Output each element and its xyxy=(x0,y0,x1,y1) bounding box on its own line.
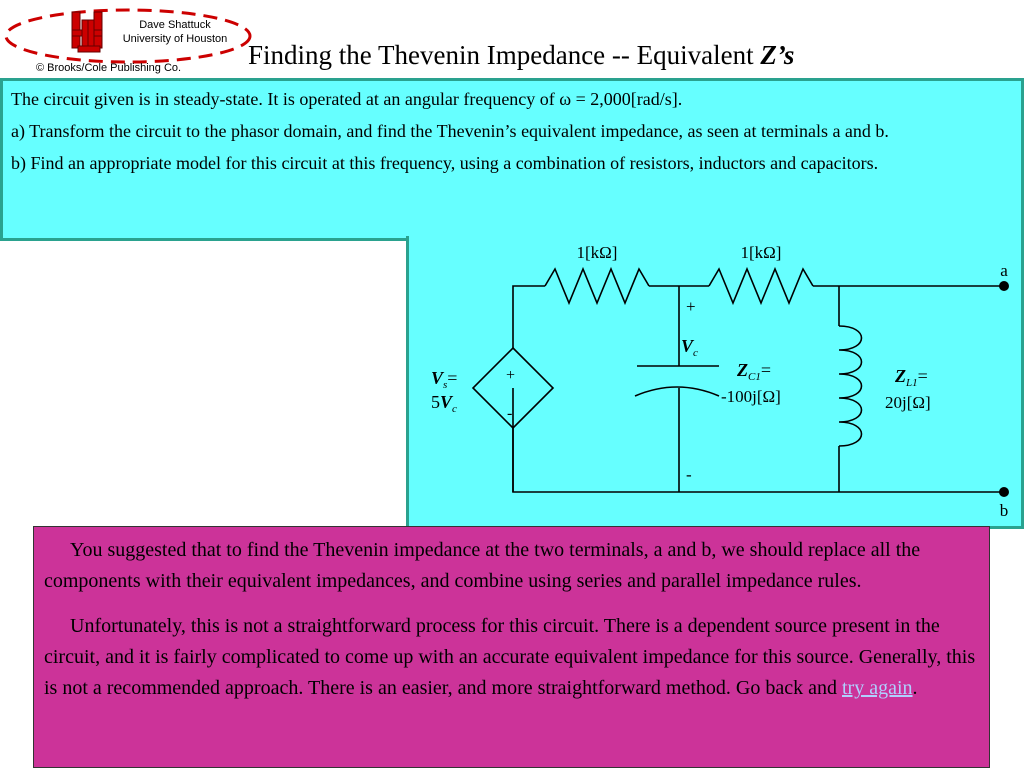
zl-value: 20j[Ω] xyxy=(885,393,931,412)
feedback-paragraph-2 xyxy=(34,611,989,704)
page-title xyxy=(248,38,794,72)
wire-left-top xyxy=(513,286,545,348)
zc-letter: Z xyxy=(737,360,748,380)
vc-minus-sign: - xyxy=(686,465,692,484)
problem-part-b: b) Find an appropriate model for this circuit at this frequency, using a combination of resistors, inductors and capacitors. xyxy=(11,153,879,173)
vs-subscript: s xyxy=(443,379,448,391)
terminal-a-dot xyxy=(999,281,1009,291)
vs-equals: = xyxy=(447,368,458,388)
source-minus-sign: - xyxy=(507,405,513,422)
vc-subscript: c xyxy=(693,347,698,359)
author-credit xyxy=(100,18,250,46)
uh-monogram-icon xyxy=(72,12,102,52)
problem-intro: The circuit given is in steady-state. It is operated at an angular frequency of ω = 2,000[rad/s]. xyxy=(11,89,683,109)
zc-value: -100j[Ω] xyxy=(721,387,781,406)
copyright-notice: © Brooks/Cole Publishing Co. xyxy=(36,62,182,74)
inductor-coil-icon xyxy=(839,326,862,446)
author-name: Dave Shattuck xyxy=(139,19,211,31)
problem-statement-panel xyxy=(0,78,1024,241)
vc-plus-sign: + xyxy=(686,297,696,316)
vc-letter: V xyxy=(681,336,694,356)
zc-equals: = xyxy=(760,360,771,380)
vs-v-subscript: c xyxy=(452,403,457,415)
title-s: ’s xyxy=(776,40,795,70)
vc-label xyxy=(681,336,698,359)
feedback-paragraph-2-end: . xyxy=(912,677,918,699)
zl-subscript: L1 xyxy=(906,377,918,389)
try-again-link[interactable]: try again xyxy=(842,677,913,699)
author-affiliation: University of Houston xyxy=(122,33,228,45)
resistor-2-label: 1[kΩ] xyxy=(740,243,782,262)
vs-label-line1 xyxy=(431,368,457,391)
terminal-b-label: b xyxy=(999,501,1009,520)
capacitor-plate-bottom xyxy=(635,387,719,396)
title-z: Z xyxy=(760,40,777,70)
vs-letter: V xyxy=(431,368,444,388)
feedback-paragraph-2-text: Unfortunately, this is not a straightforward process for this circuit. There is a dependent source present in the circuit, and it is fairly complicated to come up with an accurate equivalent impedance for this source. Generally, this is not a recommended approach. There is an easier, and more straightforward method. Go back and xyxy=(44,615,976,699)
zc-label-line1 xyxy=(736,360,771,383)
vs-coefficient: 5 xyxy=(431,392,440,412)
vs-label-line2 xyxy=(431,392,457,415)
title-main: Finding the Thevenin Impedance -- Equivalent xyxy=(248,40,761,70)
resistor-1-label: 1[kΩ] xyxy=(576,243,618,262)
source-plus-sign: + xyxy=(506,367,516,384)
resistor-2 xyxy=(709,269,813,303)
logo-area xyxy=(0,0,260,78)
zl-letter: Z xyxy=(895,366,906,386)
zl-equals: = xyxy=(917,366,928,386)
resistor-1 xyxy=(545,269,649,303)
circuit-panel xyxy=(406,236,1024,529)
vs-v-letter: V xyxy=(440,392,453,412)
feedback-paragraph-1: You suggested that to find the Thevenin impedance at the two terminals, a and b, we should replace all the components with their equivalent impedances, and combine using series and parallel impedance rules. xyxy=(44,539,921,592)
zl-label-line1 xyxy=(894,366,928,389)
feedback-panel xyxy=(33,526,990,768)
terminal-a-label: a xyxy=(1000,261,1008,280)
terminal-b-dot xyxy=(999,487,1009,497)
problem-part-a: a) Transform the circuit to the phasor domain, and find the Thevenin’s equivalent impedance, as seen at terminals a and b. xyxy=(11,121,889,141)
zc-subscript: C1 xyxy=(748,371,761,383)
circuit-diagram xyxy=(409,236,1021,526)
